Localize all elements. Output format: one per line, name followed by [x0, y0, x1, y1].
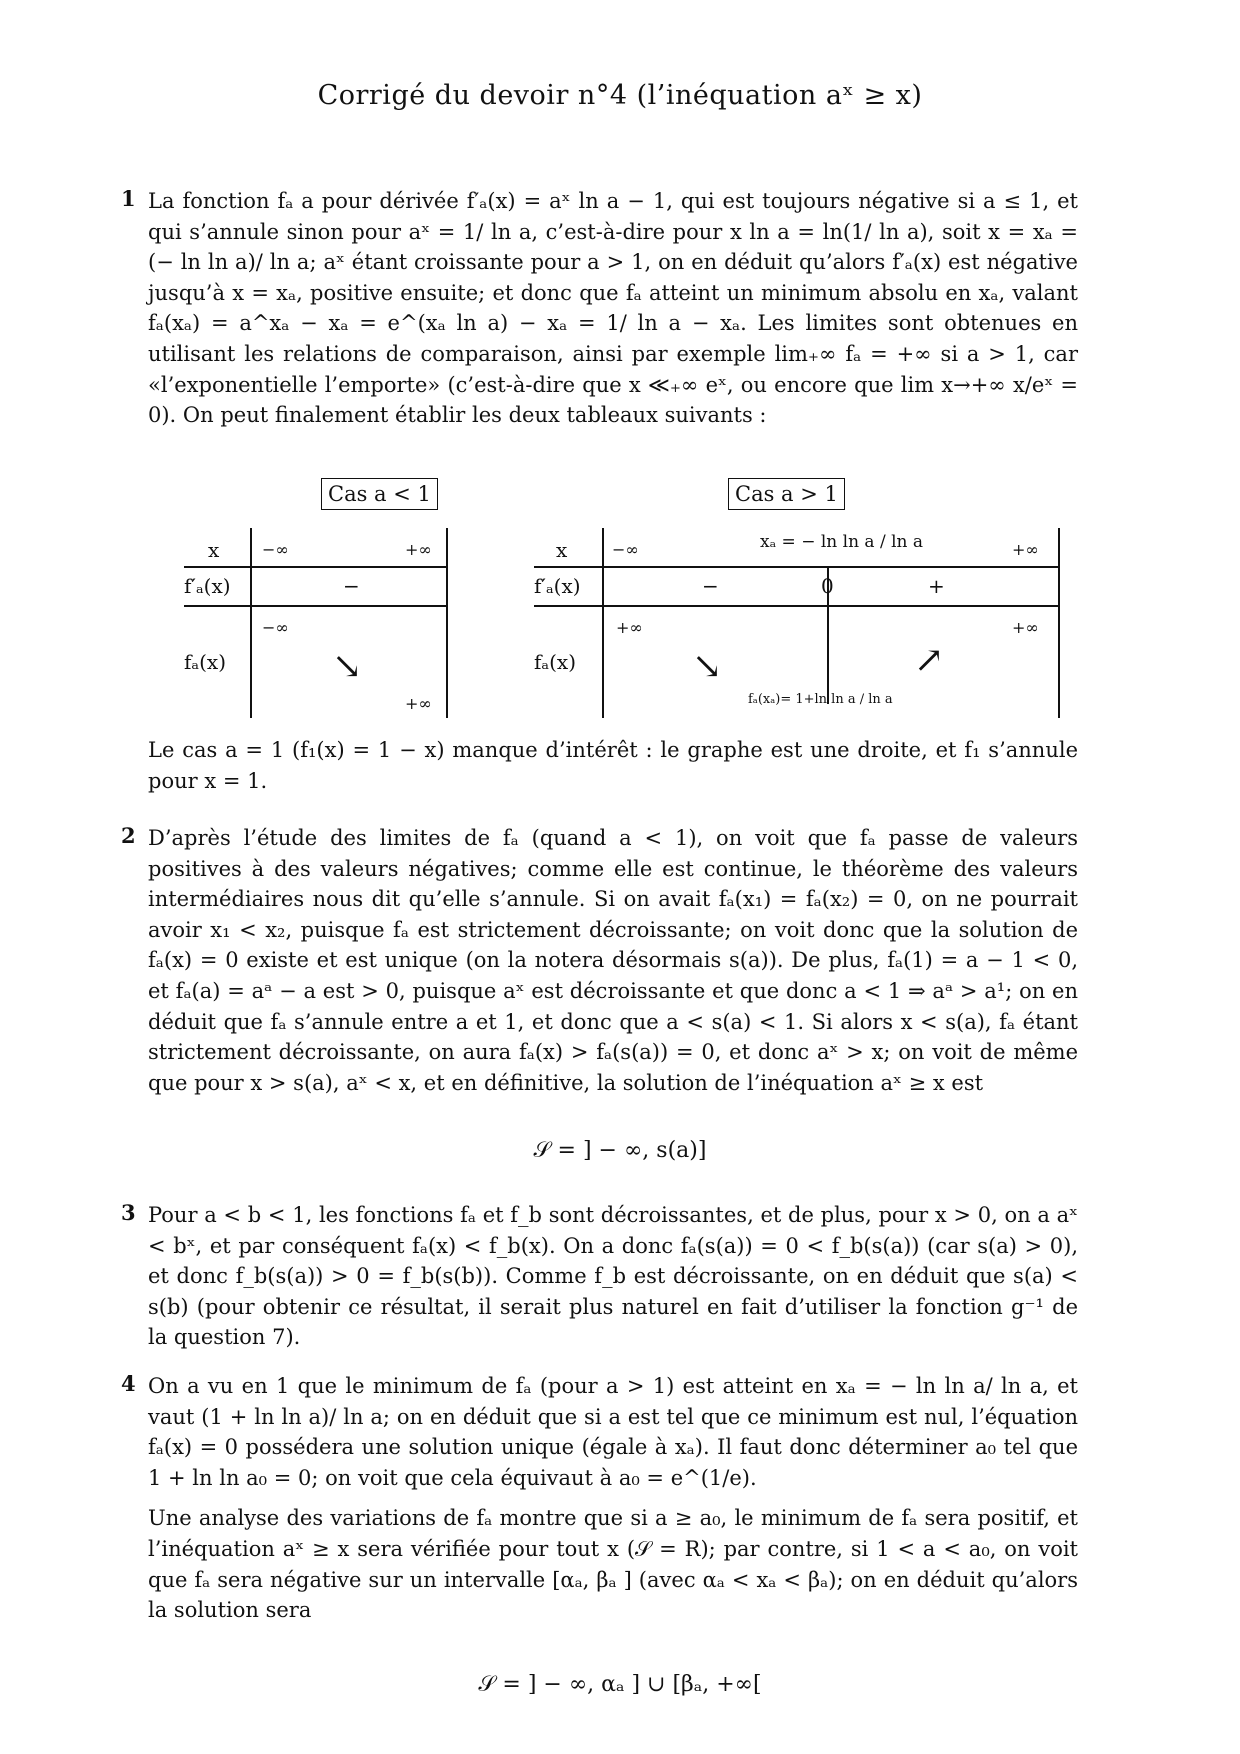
- section-3: [121, 1200, 1078, 1353]
- table2-row-x: x: [556, 538, 568, 562]
- section-number: 3: [121, 1200, 136, 1225]
- table2-x-mid: xₐ = − ln ln a / ln a: [760, 532, 924, 552]
- section-1-text: La fonction fₐ a pour dérivée f′ₐ(x) = aˣ ln a − 1, qui est toujours négative si a ≤ 1, et qui s’annule sinon pour aˣ = 1/ ln a, c’est-à-dire pour x ln a = ln(1/ ln a), soit x = xₐ = (− ln ln a)/ ln a; aˣ étant croissante pour a > 1, on en déduit qu’alors f′ₐ(x) est négative jusqu’à x = xₐ, positive ensuite; et donc que fₐ atteint un minimum absolu en xₐ, valant fₐ(xₐ) = a^xₐ − xₐ = e^(xₐ ln a) − xₐ = 1/ ln a − xₐ. Les limites sont obtenues en utilisant les relations de comparaison, ainsi par exemple lim₊∞ fₐ = +∞ si a > 1, car «l’exponentielle l’emporte» (c’est-à-dire que x ≪₊∞ eˣ, ou encore que lim x→+∞ x/eˣ = 0). On peut finalement établir les deux tableaux suivants :: [148, 189, 1078, 428]
- section-number: 4: [121, 1371, 136, 1396]
- table2-row-fprime: f′ₐ(x): [534, 574, 581, 598]
- decreasing-arrow-icon: ↘: [692, 646, 723, 687]
- table1-x-end: +∞: [405, 540, 432, 559]
- section-4-text-2: Une analyse des variations de fₐ montre que si a ≥ a₀, le minimum de fₐ sera positif, et l’inéquation aˣ ≥ x sera vérifiée pour tout x (𝒮 = R); par contre, si 1 < a < a₀, on voit que fₐ sera négative sur un intervalle [αₐ, βₐ ] (avec αₐ < xₐ < βₐ); on en déduit qu’alors la solution sera: [148, 1506, 1078, 1623]
- section-number: 1: [121, 186, 136, 211]
- table1-f-start: −∞: [262, 618, 289, 637]
- section-1-after-text: Le cas a = 1 (f₁(x) = 1 − x) manque d’intérêt : le graphe est une droite, et f₁ s’annule pour x = 1.: [148, 738, 1078, 793]
- table2-label: Cas a > 1: [728, 478, 845, 510]
- section-4-text-1: On a vu en 1 que le minimum de fₐ (pour a > 1) est atteint en xₐ = − ln ln a/ ln a, et vaut (1 + ln ln a)/ ln a; on en déduit que si a est tel que ce minimum est nul, l’équation fₐ(x) = 0 possédera une solution unique (égale à xₐ). Il faut donc déterminer a₀ tel que 1 + ln ln a₀ = 0; on voit que cela équivaut à a₀ = e^(1/e).: [148, 1374, 1078, 1490]
- section-2: [121, 823, 1078, 1098]
- decreasing-arrow-icon: ↘: [332, 646, 363, 687]
- table1-label: Cas a < 1: [321, 478, 438, 510]
- section-number: 2: [121, 823, 136, 848]
- increasing-arrow-icon: ↗: [914, 640, 945, 681]
- section-2-formula: 𝒮 = ] − ∞, s(a)]: [533, 1138, 707, 1163]
- table1-row-f: fₐ(x): [184, 650, 227, 674]
- section-4-formula: 𝒮 = ] − ∞, αₐ ] ∪ [βₐ, +∞[: [478, 1672, 762, 1697]
- table2-sign-left: −: [702, 574, 719, 598]
- section-1: [121, 186, 1078, 431]
- table1-row-x: x: [208, 538, 220, 562]
- table2-x-start: −∞: [612, 540, 639, 559]
- table1-sign: −: [343, 574, 360, 598]
- table2-zero: 0: [821, 574, 834, 598]
- table2-sign-right: +: [928, 574, 945, 598]
- table2-x-end: +∞: [1012, 540, 1039, 559]
- table1-x-start: −∞: [262, 540, 289, 559]
- section-2-text: D’après l’étude des limites de fₐ (quand a < 1), on voit que fₐ passe de valeurs positives à des valeurs négatives; comme elle est continue, le théorème des valeurs intermédiaires nous dit qu’elle s’annule. Si on avait fₐ(x₁) = fₐ(x₂) = 0, on ne pourrait avoir x₁ < x₂, puisque fₐ est strictement décroissante; on voit donc que la solution de fₐ(x) = 0 existe et est unique (on la notera désormais s(a)). De plus, fₐ(1) = a − 1 < 0, et fₐ(a) = aᵃ − a est > 0, puisque aˣ est décroissante et que donc a < 1 ⇒ aᵃ > a¹; on en déduit que fₐ s’annule entre a et 1, et donc que a < s(a) < 1. Si alors x < s(a), fₐ étant strictement décroissante, on aura fₐ(x) > fₐ(s(a)) = 0, et donc aˣ > x; on voit de même que pour x > s(a), aˣ < x, et en définitive, la solution de l’inéquation aˣ ≥ x est: [148, 826, 1078, 1095]
- table1-f-end: +∞: [405, 694, 432, 713]
- table2-row-f: fₐ(x): [534, 650, 577, 674]
- table2-f-start: +∞: [616, 618, 643, 637]
- table2-f-end: +∞: [1012, 618, 1039, 637]
- page-title: Corrigé du devoir n°4 (l’inéquation aˣ ≥ x): [317, 80, 923, 111]
- section-1-after: [148, 735, 1078, 796]
- table2-f-min: fₐ(xₐ)= 1+ln ln a / ln a: [748, 692, 893, 707]
- section-3-text: Pour a < b < 1, les fonctions fₐ et f_b sont décroissantes, et de plus, pour x > 0, on a aˣ < bˣ, et par conséquent fₐ(x) < f_b(x). On a donc fₐ(s(a)) = 0 < f_b(s(a)) (car s(a) > 0), et donc f_b(s(a)) > 0 = f_b(s(b)). Comme f_b est décroissante, on en déduit que s(a) < s(b) (pour obtenir ce résultat, il serait plus naturel en fait d’utiliser la fonction g⁻¹ de la question 7).: [148, 1203, 1078, 1350]
- table1-row-fprime: f′ₐ(x): [184, 574, 231, 598]
- section-4: [121, 1371, 1078, 1626]
